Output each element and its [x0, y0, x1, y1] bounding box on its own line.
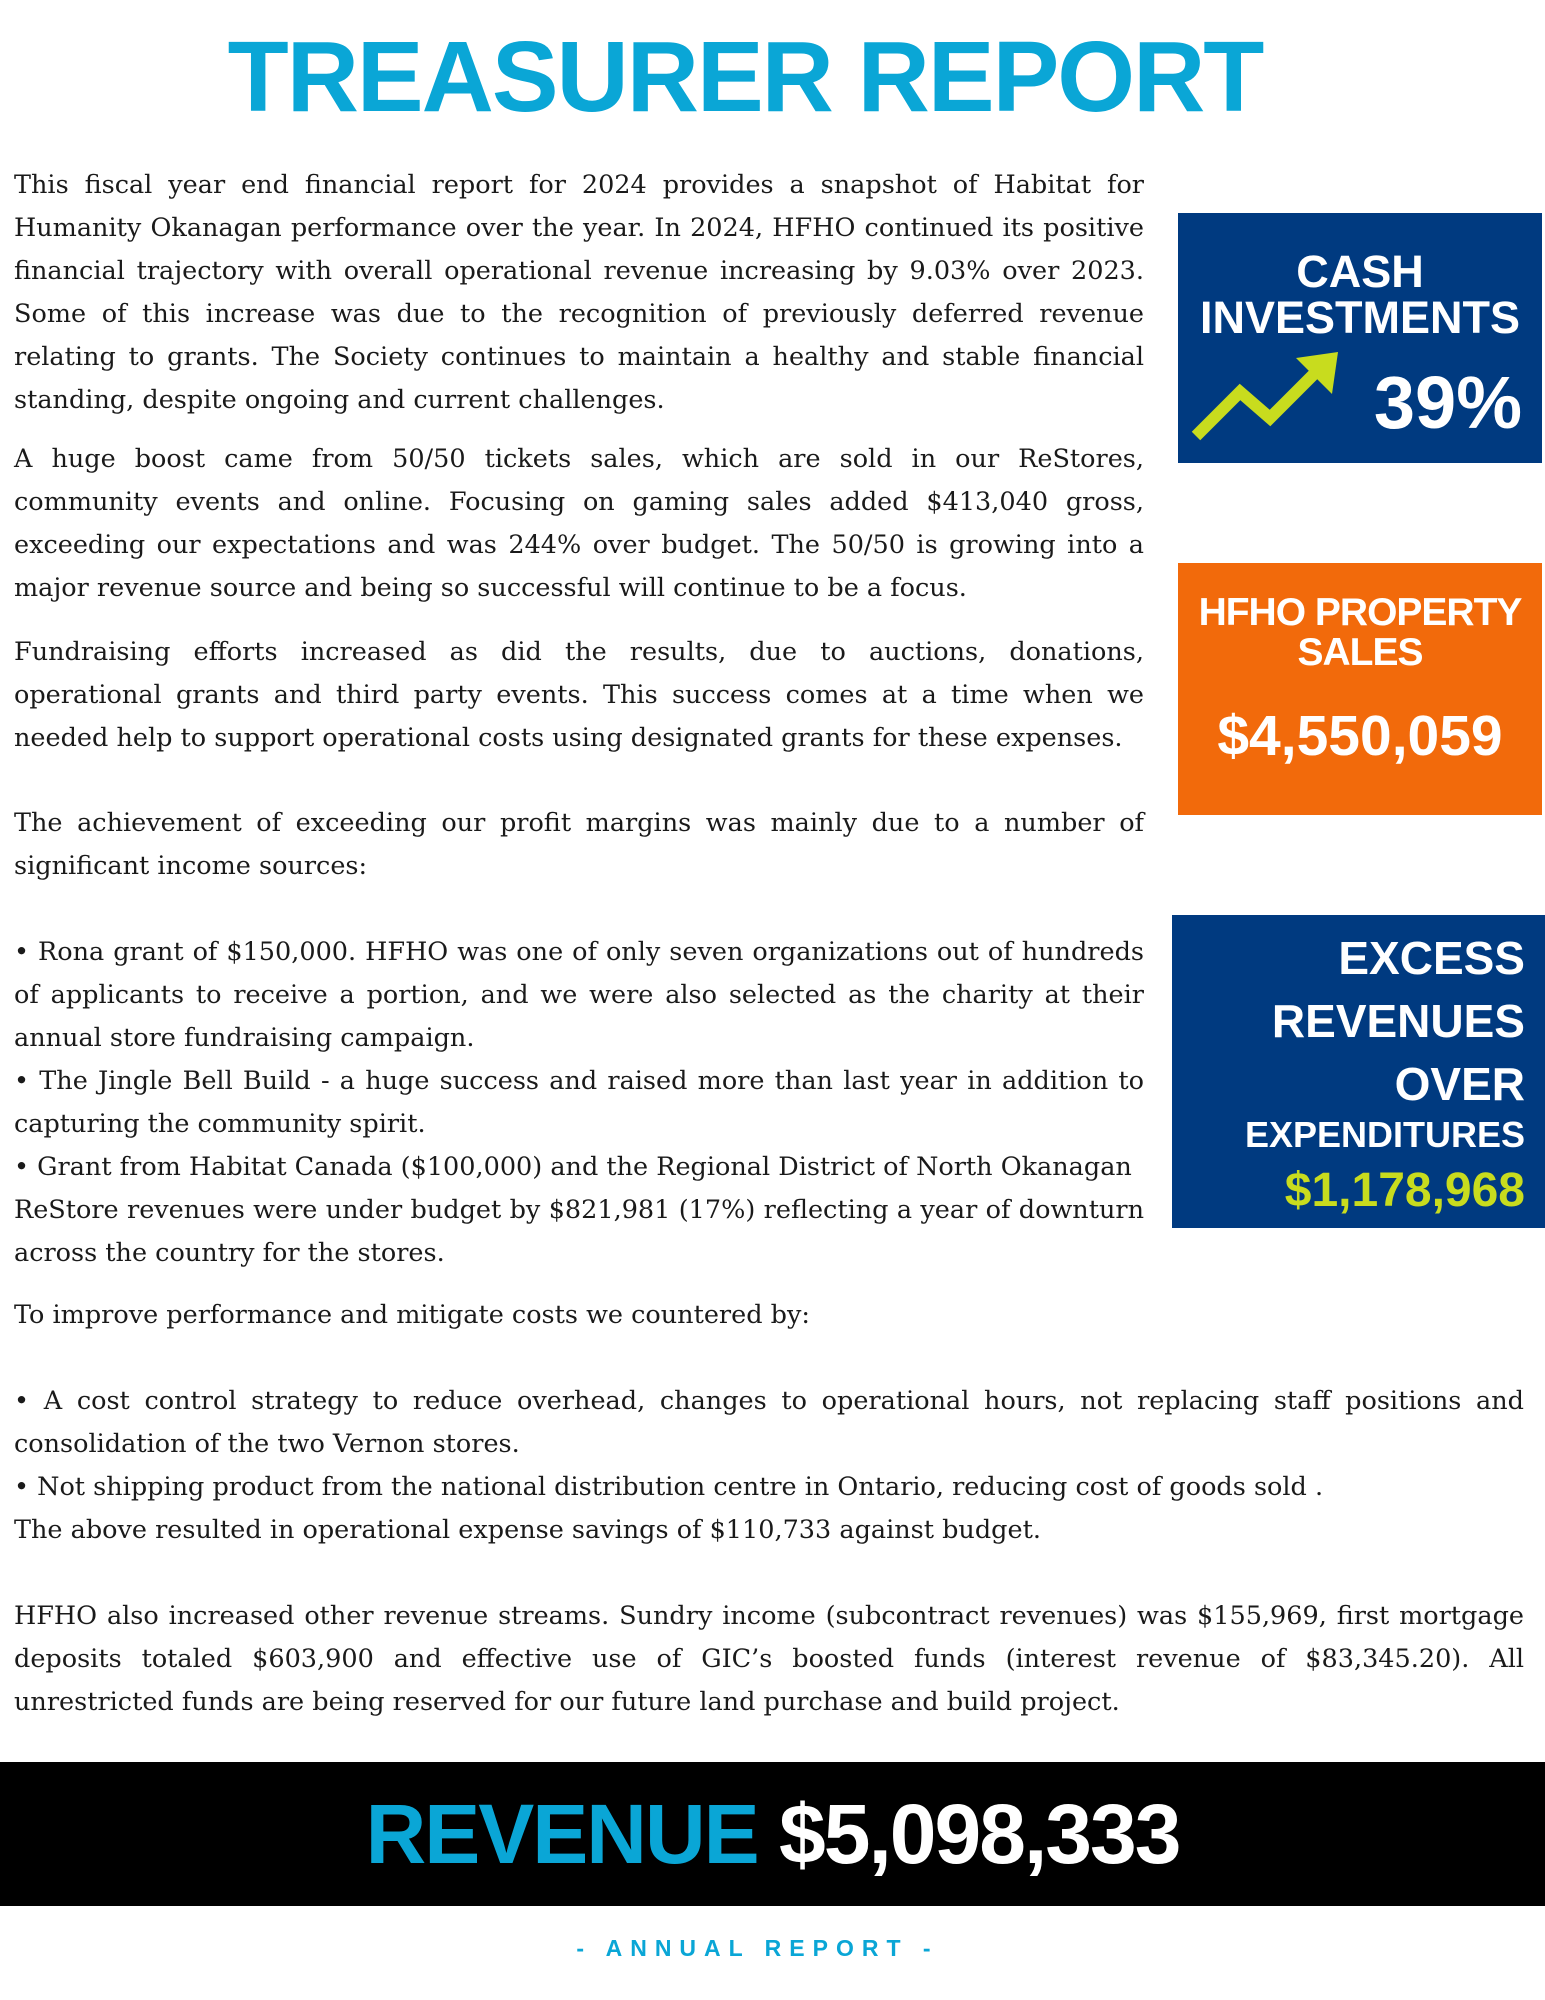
- excess-label-line3: OVER: [1394, 1058, 1525, 1110]
- cash-investments-card: [1178, 213, 1542, 463]
- fundraising-paragraph: Fundraising efforts increased as did the results, due to auctions, donations, operational grants and third party events. This success comes at a time when we needed help to support operational costs using designated grants for these expenses.: [14, 637, 1144, 753]
- cash-label-line1: CASH: [1296, 246, 1424, 297]
- excess-revenues-label: [1185, 927, 1525, 1116]
- property-sales-card: [1178, 563, 1542, 815]
- revenue-value: $5,098,333: [779, 1787, 1180, 1881]
- revenue-label: REVENUE: [365, 1787, 758, 1881]
- excess-label-line4: EXPENDITURES: [1244, 1114, 1525, 1155]
- trend-up-arrow-icon: [1188, 348, 1348, 448]
- savings-note: The above resulted in operational expense savings of $110,733 against budget.: [14, 1515, 1041, 1545]
- restore-revenue-note: ReStore revenues were under budget by $821,981 (17%) reflecting a year of downturn across the country for the stores.: [14, 1195, 1144, 1268]
- income-sources-list: [14, 931, 1144, 1275]
- cash-investments-value: 39%: [1373, 361, 1522, 444]
- mitigation-intro: To improve performance and mitigate costs we countered by:: [14, 1300, 810, 1330]
- excess-revenues-value: $1,178,968: [1284, 1164, 1525, 1217]
- cash-label-line2: INVESTMENTS: [1199, 292, 1521, 343]
- excess-label-line1: EXCESS: [1338, 932, 1525, 984]
- revenue-banner: [0, 1762, 1545, 1906]
- list-item: • The Jingle Bell Build - a huge success and raised more than last year in addition to capturing the community spirit.: [14, 1066, 1144, 1139]
- profit-margin-paragraph: The achievement of exceeding our profit margins was mainly due to a number of significant income sources:: [14, 808, 1144, 881]
- property-sales-label: [1178, 593, 1542, 673]
- property-label-line2: SALES: [1297, 631, 1423, 674]
- list-item: • Not shipping product from the national distribution centre in Ontario, reducing cost of goods sold .: [14, 1472, 1324, 1502]
- list-item: • Rona grant of $150,000. HFHO was one of only seven organizations out of hundreds of applicants to receive a portion, and we were also selected as the charity at their annual store fundraising campaign.: [14, 937, 1144, 1053]
- annual-report-footer: - ANNUAL REPORT -: [576, 1935, 939, 1961]
- cash-investments-label: [1178, 246, 1542, 343]
- list-item: • Grant from Habitat Canada ($100,000) and the Regional District of North Okanagan: [14, 1152, 1132, 1182]
- excess-revenues-card: [1172, 915, 1545, 1228]
- property-label-line1: HFHO PROPERTY: [1198, 591, 1522, 634]
- property-sales-value: $4,550,059: [1217, 704, 1503, 768]
- fifty-fifty-paragraph: A huge boost came from 50/50 tickets sales, which are sold in our ReStores, community events and online. Focusing on gaming sales added $413,040 gross, exceeding our expectations and was 244% over budget. The 50/50 is growing into a major revenue source and being so successful will continue to be a focus.: [14, 444, 1144, 603]
- excess-label-line2: REVENUES: [1271, 995, 1525, 1047]
- list-item: • A cost control strategy to reduce overhead, changes to operational hours, not replacing staff positions and consolidation of the two Vernon stores.: [14, 1386, 1524, 1459]
- page-title: TREASURER REPORT: [227, 21, 1263, 133]
- intro-paragraph: This fiscal year end financial report for 2024 provides a snapshot of Habitat for Humanity Okanagan performance over the year. In 2024, HFHO continued its positive financial trajectory with overall operational revenue increasing by 9.03% over 2023. Some of this increase was due to the recognition of previously deferred revenue relating to grants. The Society continues to maintain a healthy and stable financial standing, despite ongoing and current challenges.: [14, 170, 1144, 415]
- other-revenue-paragraph: HFHO also increased other revenue streams. Sundry income (subcontract revenues) was $155,969, first mortgage deposits totaled $603,900 and effective use of GIC’s boosted funds (interest revenue of $83,345.20). All unrestricted funds are being reserved for our future land purchase and build project.: [14, 1601, 1524, 1717]
- mitigation-list: [14, 1380, 1524, 1552]
